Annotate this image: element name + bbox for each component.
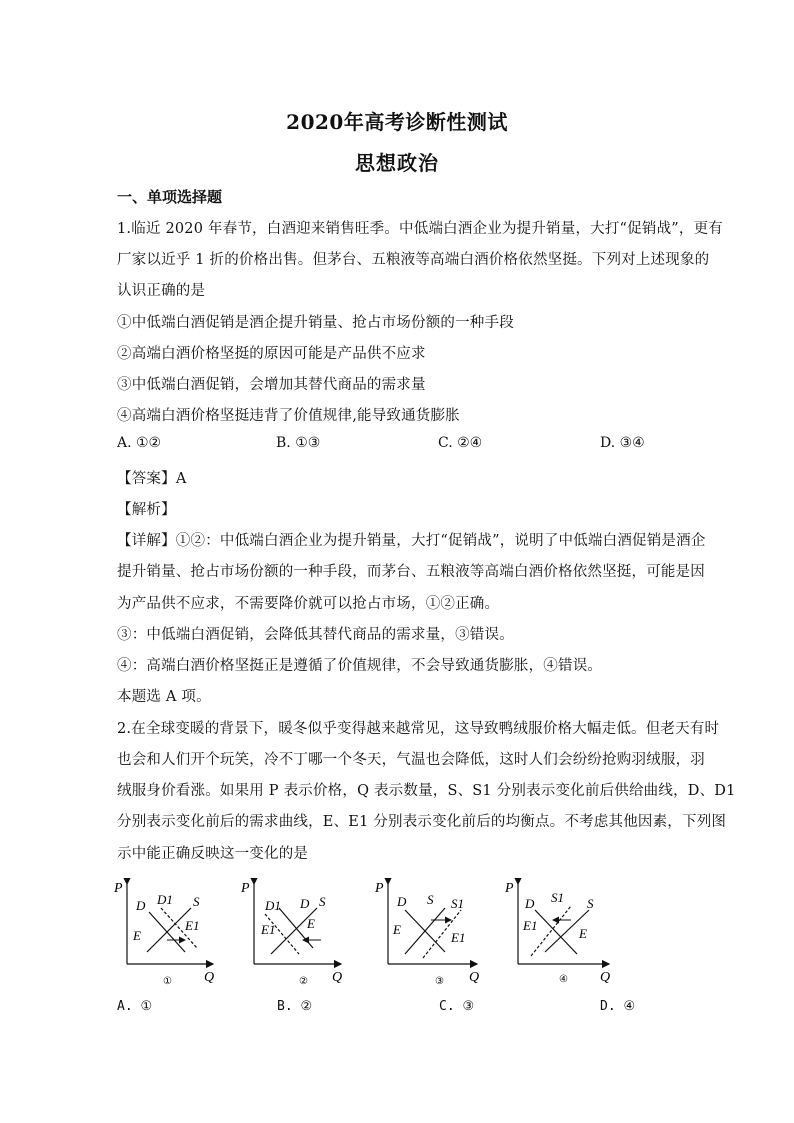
figure-4 [504, 881, 610, 985]
q1-option-c: C. ②④ [438, 435, 483, 451]
figure-2 [240, 881, 342, 987]
figure-2-label: D [300, 896, 310, 911]
q1-stem-line: 1.临近 2020 年春节，白酒迎来销售旺季。中低端白酒企业为提升销量，大打“促销战”，更有 [117, 221, 723, 237]
section-heading: 一、单项选择题 [117, 188, 223, 206]
figure-2-axis-q: Q [332, 970, 343, 985]
answer-label: 【答案】 [117, 471, 176, 487]
figure-4-caption: ④ [559, 974, 568, 985]
q2-stem-line: 示中能正确反映这一变化的是 [117, 846, 309, 862]
figure-4-axis-q: Q [600, 970, 611, 985]
q2-option-c: C. ③ [439, 999, 475, 1014]
q2-option-b: B. ② [277, 999, 313, 1014]
q1-detail-line: 本题选 A 项。 [117, 689, 211, 705]
figure-3-label: E [393, 922, 401, 937]
figure-1-label: S [193, 894, 200, 909]
figure-2-axis-p: P [241, 881, 250, 896]
supply-demand-figures [105, 878, 625, 990]
q1-stem-line: 厂家以近乎 1 折的价格出售。但茅台、五粮液等高端白酒价格依然坚挺。下列对上述现象的 [117, 252, 710, 268]
figure-3-label: S1 [451, 896, 464, 911]
q2-option-d: D. ④ [600, 999, 636, 1014]
figure-4-label: E [579, 926, 587, 941]
figure-1-axis-q: Q [204, 970, 215, 985]
figure-4-label: D [525, 896, 535, 911]
figure-2-label: D1 [265, 898, 281, 913]
figure-2-label: E1 [261, 922, 276, 937]
q1-option-b: B. ①③ [276, 435, 321, 451]
figure-1-label: E1 [185, 918, 200, 933]
q1-statement: ②高端白酒价格坚挺的原因可能是产品供不应求 [117, 346, 426, 362]
q2-stem-line: 2.在全球变暖的背景下，暖冬似乎变得越来越常见，这导致鸭绒服价格大幅走低。但老天有时 [117, 721, 720, 737]
figure-1 [113, 881, 214, 987]
figure-1-axis-p: P [114, 881, 123, 896]
figure-3-label: E1 [451, 930, 466, 945]
q1-option-a: A. ①② [117, 435, 162, 451]
figure-4-label: E1 [523, 918, 538, 933]
answer-value: A [175, 471, 187, 487]
q1-detail-line: 【详解】①②：中低端白酒企业为提升销量，大打“促销战”，说明了中低端白酒促销是酒企 [117, 533, 706, 549]
q1-statement: ④高端白酒价格坚挺违背了价值规律,能导致通货膨胀 [117, 408, 460, 424]
q2-option-a: A. ① [117, 999, 153, 1014]
q1-stem-line: 认识正确的是 [117, 283, 206, 299]
figure-4-axis-p: P [505, 881, 514, 896]
figure-2-label: S [319, 894, 326, 909]
figure-3-axis-q: Q [469, 970, 480, 985]
q2-stem-line: 绒服身价看涨。如果用 P 表示价格，Q 表示数量，S、S1 分别表示变化前后供给曲线，D、D1 [117, 783, 736, 799]
figure-4-label: S1 [551, 890, 564, 905]
figure-3 [374, 881, 479, 987]
figure-1-caption: ① [163, 976, 172, 987]
analysis-label: 【解析】 [117, 502, 176, 518]
figure-1-label: D [136, 898, 146, 913]
q1-detail-line: ④：高端白酒价格坚挺正是遵循了价值规律，不会导致通货膨胀，④错误。 [117, 658, 603, 674]
q1-statement: ①中低端白酒促销是酒企提升销量、抢占市场份额的一种手段 [117, 315, 514, 331]
figure-4-label: S [587, 896, 594, 911]
q1-statement: ③中低端白酒促销，会增加其替代商品的需求量 [117, 377, 426, 393]
exam-title: 2020年高考诊断性测试 [286, 110, 508, 134]
q1-detail-line: 提升销量、抢占市场份额的一种手段，而茅台、五粮液等高端白酒价格依然坚挺，可能是因 [117, 564, 705, 580]
q2-stem-line: 分别表示变化前后的需求曲线，E、E1 分别表示变化前后的均衡点。不考虑其他因素，下列图 [117, 814, 727, 830]
subject-title: 思想政治 [355, 151, 439, 175]
figure-3-label: D [397, 894, 407, 909]
figure-2-label: E [307, 916, 315, 931]
figure-3-label: S [427, 892, 434, 907]
figure-3-caption: ③ [435, 976, 444, 987]
figure-1-label: D1 [157, 892, 173, 907]
q2-stem-line: 也会和人们开个玩笑，冷不丁哪一个冬天，气温也会降低，这时人们会纷纷抢购羽绒服，羽 [117, 752, 705, 768]
figure-3-axis-p: P [375, 881, 384, 896]
q1-detail-line: 为产品供不应求，不需要降价就可以抢占市场，①②正确。 [117, 596, 500, 612]
figure-1-label: E [133, 928, 141, 943]
figure-2-caption: ② [299, 976, 308, 987]
q1-detail-line: ③：中低端白酒促销，会降低其替代商品的需求量，③错误。 [117, 627, 514, 643]
q1-answer-line [117, 467, 186, 488]
q1-option-d: D. ③④ [600, 435, 645, 451]
